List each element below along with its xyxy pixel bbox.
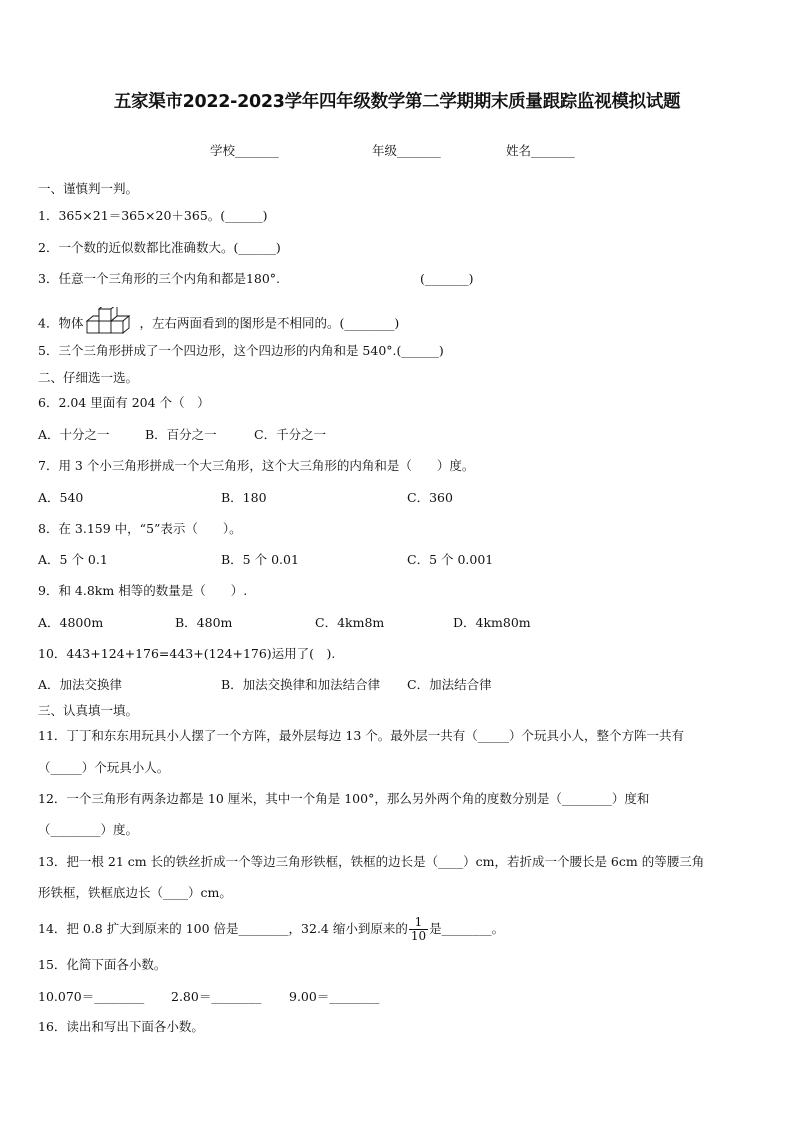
option-c: C．360 [407, 490, 453, 505]
question-8: 8．在 3.159 中，“5”表示（ ）。 [38, 521, 242, 536]
question-13-line-1: 13．把一根 21 cm 长的铁丝折成一个等边三角形铁框，铁框的边长是（____）cm，若折成一个腰长是 6cm 的等腰三角 [38, 854, 705, 869]
fraction-denominator: 10 [410, 929, 427, 943]
simplify-item-2: 2.80＝________ [171, 989, 262, 1004]
question-15: 15．化简下面各小数。 [38, 957, 167, 972]
question-9: 9．和 4.8km 相等的数量是（ ）. [38, 583, 248, 598]
question-3-blank: (_______) [420, 271, 474, 286]
question-6: 6．2.04 里面有 204 个（ ） [38, 395, 210, 410]
school-field: 学校_______ [210, 143, 279, 158]
option-a: A．4800m [38, 615, 104, 630]
fraction-one-tenth [409, 916, 428, 943]
question-4-prefix: 4．物体 [38, 315, 84, 331]
option-c: C．加法结合律 [407, 677, 492, 692]
question-14 [38, 914, 504, 944]
question-11-line-2: （_____）个玩具小人。 [38, 760, 170, 775]
fraction-numerator: 1 [409, 916, 428, 930]
question-12-line-1: 12．一个三角形有两条边都是 10 厘米，其中一个角是 100°，那么另外两个角的度数分别是（________）度和 [38, 791, 650, 806]
section-2-heading: 二、仔细选一选。 [38, 370, 139, 385]
option-b: B．加法交换律和加法结合律 [221, 677, 381, 692]
option-d: D．4km80m [453, 615, 531, 630]
question-16: 16．读出和写出下面各小数。 [38, 1019, 204, 1034]
question-4-suffix: ，左右两面看到的图形是不相同的。(________) [139, 315, 400, 331]
page-title: 五家渠市2022-2023学年四年级数学第二学期期末质量跟踪监视模拟试题 [113, 92, 681, 112]
section-1-heading: 一、谨慎判一判。 [38, 181, 139, 196]
simplify-item-3: 9.00＝________ [289, 989, 380, 1004]
question-13-line-2: 形铁框，铁框底边长（____）cm。 [38, 885, 232, 900]
question-14-part-a: 14．把 0.8 扩大到原来的 100 倍是________，32.4 缩小到原来的 [38, 921, 408, 936]
question-7: 7．用 3 个小三角形拼成一个大三角形，这个大三角形的内角和是（ ）度。 [38, 458, 475, 473]
grade-field: 年级_______ [372, 143, 441, 158]
option-a: A．十分之一 [38, 427, 110, 442]
option-c: C．5 个 0.001 [407, 552, 494, 567]
option-a: A．5 个 0.1 [38, 552, 108, 567]
option-b: B．180 [221, 490, 267, 505]
option-b: B．480m [175, 615, 233, 630]
option-b: B．5 个 0.01 [221, 552, 299, 567]
option-b: B．百分之一 [145, 427, 217, 442]
section-3-heading: 三、认真填一填。 [38, 703, 139, 718]
question-4 [38, 307, 399, 341]
question-2: 2．一个数的近似数都比准确数大。(______) [38, 240, 281, 255]
option-c: C．千分之一 [254, 427, 327, 442]
question-5: 5．三个三角形拼成了一个四边形，这个四边形的内角和是 540°.(______) [38, 343, 444, 358]
cube-figure-icon [85, 307, 137, 341]
question-14-part-b: 是________。 [429, 921, 505, 936]
option-a: A．加法交换律 [38, 677, 123, 692]
simplify-item-1: 10.070＝________ [38, 989, 145, 1004]
question-1: 1．365×21＝365×20＋365。(______) [38, 208, 268, 223]
question-3: 3．任意一个三角形的三个内角和都是180°. [38, 271, 281, 286]
option-c: C．4km8m [315, 615, 385, 630]
name-field: 姓名_______ [506, 143, 575, 158]
question-10: 10．443+124+176=443+(124+176)运用了( ). [38, 646, 336, 661]
option-a: A．540 [38, 490, 84, 505]
question-12-line-2: （________）度。 [38, 822, 139, 837]
question-11-line-1: 11．丁丁和东东用玩具小人摆了一个方阵，最外层每边 13 个。最外层一共有（_____）个玩具小人，整个方阵一共有 [38, 728, 685, 743]
